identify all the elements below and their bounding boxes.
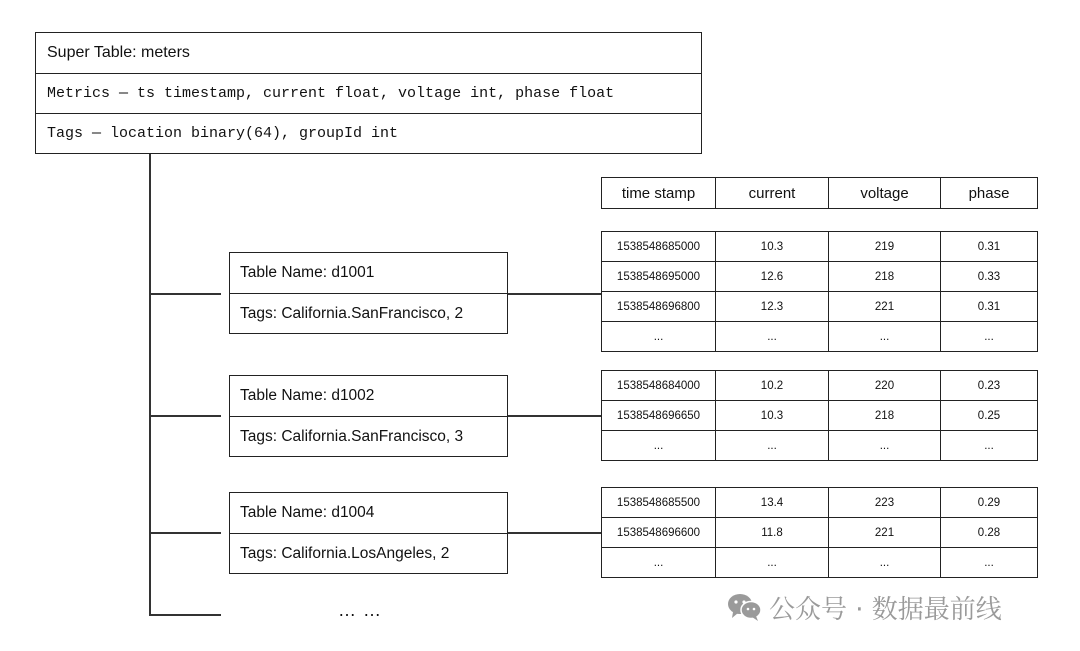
column-header: current: [716, 178, 829, 209]
table-cell: 220: [829, 371, 941, 401]
column-header: phase: [941, 178, 1038, 209]
table-cell: 219: [829, 232, 941, 262]
table-cell: 0.31: [941, 232, 1038, 262]
table-cell: 223: [829, 488, 941, 518]
table-cell: 0.29: [941, 488, 1038, 518]
table-cell: 0.31: [941, 292, 1038, 322]
table-cell: ...: [602, 431, 716, 461]
super-table-metrics: Metrics — ts timestamp, current float, voltage int, phase float: [36, 73, 701, 113]
column-header: voltage: [829, 178, 941, 209]
table-row: [602, 401, 1038, 431]
table-cell: 0.28: [941, 518, 1038, 548]
table-cell: ...: [829, 548, 941, 578]
table-cell: 218: [829, 262, 941, 292]
table-cell: 0.23: [941, 371, 1038, 401]
branch-line-more: [149, 614, 221, 616]
table-cell: 1538548695000: [602, 262, 716, 292]
table-cell: ...: [829, 322, 941, 352]
table-cell: ...: [829, 431, 941, 461]
table-cell: 221: [829, 292, 941, 322]
table-cell: ...: [941, 322, 1038, 352]
branch-line-d1001: [149, 293, 221, 295]
table-row: [602, 488, 1038, 518]
subtable-tags: Tags: California.SanFrancisco, 2: [230, 293, 507, 333]
table-cell: 10.3: [716, 232, 829, 262]
subtable-box-d1002: [229, 375, 508, 457]
table-cell: 1538548684000: [602, 371, 716, 401]
table-row: [602, 262, 1038, 292]
data-table-d1004: [601, 487, 1038, 578]
table-cell: ...: [941, 431, 1038, 461]
super-table-box: [35, 32, 702, 154]
header-row: [602, 178, 1038, 209]
table-cell: ...: [716, 548, 829, 578]
watermark: [727, 590, 1002, 624]
table-row: [602, 431, 1038, 461]
trunk-line: [149, 154, 151, 615]
table-row: [602, 232, 1038, 262]
subtable-box-d1004: [229, 492, 508, 574]
subtable-name: Table Name: d1004: [240, 504, 375, 521]
table-cell: 10.3: [716, 401, 829, 431]
table-row: [602, 548, 1038, 578]
table-row: [602, 371, 1038, 401]
table-cell: 1538548685000: [602, 232, 716, 262]
table-cell: ...: [716, 431, 829, 461]
table-cell: 13.4: [716, 488, 829, 518]
table-cell: ...: [602, 548, 716, 578]
super-table-tags: Tags — location binary(64), groupId int: [36, 113, 701, 153]
table-row: [602, 292, 1038, 322]
table-cell: ...: [941, 548, 1038, 578]
table-row: [602, 518, 1038, 548]
more-subtables-ellipsis: … …: [338, 600, 383, 620]
subtable-name: Table Name: d1001: [240, 264, 375, 281]
table-row: [602, 322, 1038, 352]
table-cell: ...: [716, 322, 829, 352]
column-header-table: [601, 177, 1038, 209]
link-line-d1002: [508, 415, 601, 417]
table-cell: 221: [829, 518, 941, 548]
table-cell: 12.3: [716, 292, 829, 322]
table-cell: 12.6: [716, 262, 829, 292]
subtable-tags: Tags: California.LosAngeles, 2: [230, 533, 507, 573]
table-cell: 1538548696600: [602, 518, 716, 548]
table-cell: 10.2: [716, 371, 829, 401]
table-cell: 0.25: [941, 401, 1038, 431]
data-table-d1001: [601, 231, 1038, 352]
wechat-icon: [727, 592, 763, 622]
subtable-box-d1001: [229, 252, 508, 334]
subtable-name: Table Name: d1002: [240, 387, 375, 404]
table-cell: 0.33: [941, 262, 1038, 292]
table-cell: 1538548685500: [602, 488, 716, 518]
link-line-d1004: [508, 532, 601, 534]
branch-line-d1004: [149, 532, 221, 534]
subtable-tags: Tags: California.SanFrancisco, 3: [230, 416, 507, 456]
table-cell: 218: [829, 401, 941, 431]
table-cell: ...: [602, 322, 716, 352]
link-line-d1001: [508, 293, 601, 295]
column-header: time stamp: [602, 178, 716, 209]
watermark-text: 公众号 · 数据最前线: [769, 594, 1002, 625]
table-cell: 1538548696800: [602, 292, 716, 322]
data-table-d1002: [601, 370, 1038, 461]
table-cell: 11.8: [716, 518, 829, 548]
branch-line-d1002: [149, 415, 221, 417]
table-cell: 1538548696650: [602, 401, 716, 431]
super-table-title: Super Table: meters: [47, 44, 190, 61]
